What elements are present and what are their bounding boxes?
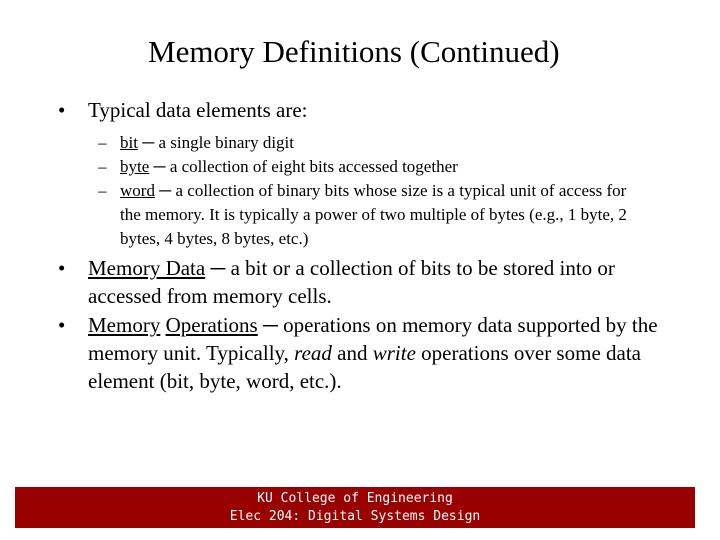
bullet-text: ─ a bit or a collection of bits to be stored into or accessed from memory cells. xyxy=(88,256,615,308)
term-byte: byte xyxy=(120,157,150,176)
bullet-item-typical-elements xyxy=(58,96,698,124)
emphasis-write: write xyxy=(372,341,416,365)
slide-title: Memory Definitions (Continued) xyxy=(148,34,560,69)
bullet-text: Typical data elements are: xyxy=(88,98,308,122)
sub-item-bit xyxy=(58,131,698,155)
bullet-marker: • xyxy=(58,256,66,280)
sub-item-byte xyxy=(58,155,698,179)
bullet-text: ─ operations on memory data supported by the memory unit. Typically, xyxy=(88,313,658,365)
bullet-text: operations over some data element (bit, byte, word, etc.). xyxy=(88,341,641,393)
definition-text: ─ a collection of binary bits whose size is a typical unit of access for the memory. It is typically a power of two multiple of bytes (e.g., 1 byte, 2 bytes, 4 bytes, 8 bytes, etc.) xyxy=(120,181,627,248)
bullet-item-memory-data xyxy=(58,254,648,310)
bullet-list xyxy=(58,96,698,124)
footer-college: KU College of Engineering xyxy=(257,491,453,506)
sub-item-word xyxy=(58,179,698,251)
term-operations: Operations xyxy=(165,313,258,337)
sub-bullet-list xyxy=(58,131,698,251)
bullet-memory-data-block xyxy=(58,254,648,310)
term-bit: bit xyxy=(120,133,138,152)
dash-marker: – xyxy=(98,181,107,200)
bullet-item-memory-operations xyxy=(58,311,658,395)
bullet-text: and xyxy=(331,341,373,365)
definition-text: ─ a single binary digit xyxy=(137,133,294,152)
footer-banner xyxy=(15,487,695,528)
definition-text: ─ a collection of eight bits accessed together xyxy=(149,157,458,176)
term-memory-data: Memory Data xyxy=(88,256,206,280)
emphasis-read: read xyxy=(294,341,332,365)
bullet-memory-operations-block xyxy=(58,311,658,395)
bullet-marker: • xyxy=(58,98,66,122)
dash-marker: – xyxy=(98,157,107,176)
footer-course: Elec 204: Digital Systems Design xyxy=(229,509,481,524)
dash-marker: – xyxy=(98,133,107,152)
bullet-marker: • xyxy=(58,313,66,337)
term-word: word xyxy=(120,181,155,200)
term-memory: Memory xyxy=(88,313,161,337)
